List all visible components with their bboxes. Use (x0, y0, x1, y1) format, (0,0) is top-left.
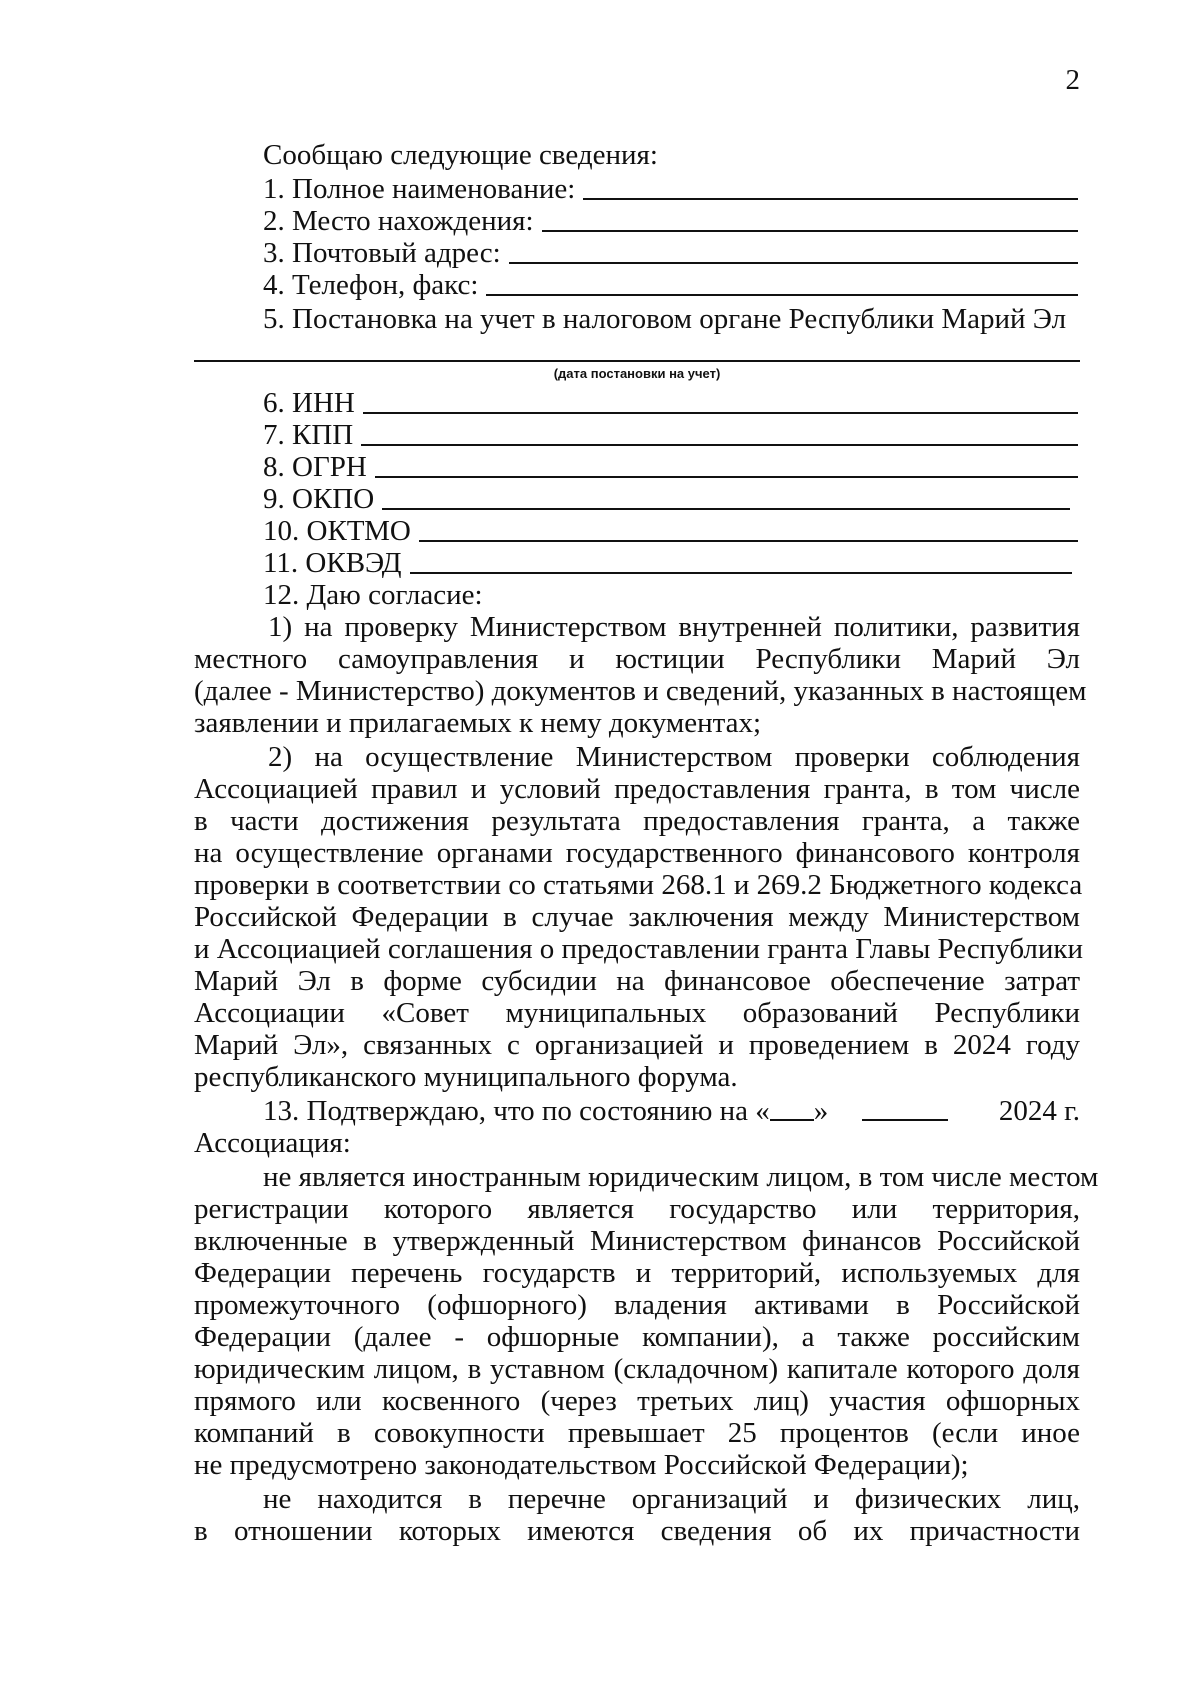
day-blank (770, 1119, 814, 1121)
field-okpo (263, 482, 1070, 516)
field-label: 2. Место нахождения: (263, 205, 534, 237)
item-13-quote-close: » (813, 1095, 829, 1127)
consent-1-line: заявлении и прилагаемых к нему документах; (194, 707, 762, 739)
list-line: в отношении которых имеются сведения об их причастности (194, 1515, 1080, 1547)
fill-in-line (361, 444, 1078, 446)
consent-2-line: Марий Эл», связанных с организацией и проведением в 2024 году (194, 1029, 1080, 1061)
consent-1-line: 1) на проверку Министерством внутренней политики, развития (268, 611, 1080, 643)
consent-1-line: (далее - Министерство) документов и сведений, указанных в настоящем (194, 675, 1087, 707)
fill-in-line (375, 476, 1078, 478)
intro-text: Сообщаю следующие сведения: (263, 139, 658, 171)
offshore-line: компаний в совокупности превышает 25 процентов (если иное (194, 1417, 1080, 1449)
fill-in-line (363, 412, 1078, 414)
fill-in-line (419, 540, 1078, 542)
field-label: 6. ИНН (263, 387, 355, 419)
consent-2-line: Марий Эл в форме субсидии на финансовое обеспечение затрат (194, 965, 1080, 997)
field-oktmo (263, 514, 1078, 548)
consent-2-line: на осуществление органами государственного финансового контроля (194, 837, 1080, 869)
consent-2-line: Ассоциации «Совет муниципальных образований Республики (194, 997, 1080, 1029)
field-ogrn (263, 450, 1078, 484)
offshore-line: Федерации перечень государств и территорий, используемых для (194, 1257, 1080, 1289)
field-label: 3. Почтовый адрес: (263, 237, 501, 269)
offshore-line: включенные в утвержденный Министерством финансов Российской (194, 1225, 1080, 1257)
field-full-name (263, 172, 1078, 206)
month-blank (862, 1119, 948, 1121)
field-label: 8. ОГРН (263, 451, 367, 483)
field-phone-fax (263, 268, 1078, 302)
item-13-year: 2024 г. (998, 1095, 1080, 1127)
consent-1-line: местного самоуправления и юстиции Республики Марий Эл (194, 643, 1080, 675)
tax-date-line (194, 360, 1080, 362)
field-label: 7. КПП (263, 419, 354, 451)
fill-in-line (509, 262, 1078, 264)
item-13-text: 13. Подтверждаю, что по состоянию на « (263, 1095, 770, 1127)
fill-in-line (583, 198, 1078, 200)
offshore-line: не является иностранным юридическим лицом, в том числе местом (263, 1161, 1099, 1193)
consent-2-line: республиканского муниципального форума. (194, 1061, 738, 1093)
field-label: 4. Телефон, факс: (263, 269, 479, 301)
item-12-consent: 12. Даю согласие: (263, 579, 483, 611)
field-label: 9. ОКПО (263, 483, 375, 515)
offshore-line: Федерации (далее - офшорные компании), а также российским (194, 1321, 1080, 1353)
fill-in-line (542, 230, 1078, 232)
consent-2-line: Ассоциацией правил и условий предоставления гранта, в том числе (194, 773, 1080, 805)
item-13-continuation: Ассоциация: (194, 1127, 351, 1159)
fill-in-line (486, 294, 1078, 296)
field-location (263, 204, 1078, 238)
offshore-line: не предусмотрено законодательством Российской Федерации); (194, 1449, 969, 1481)
field-label: 10. ОКТМО (263, 515, 411, 547)
consent-2-line: Российской Федерации в случае заключения между Министерством (194, 901, 1080, 933)
field-postal-address (263, 236, 1078, 270)
consent-2-line: в части достижения результата предоставления гранта, а также (194, 805, 1080, 837)
page-number: 2 (1065, 64, 1080, 96)
consent-2-line: проверки в соответствии со статьями 268.1 и 269.2 Бюджетного кодекса (194, 869, 1083, 901)
tax-date-caption: (дата постановки на учет) (553, 366, 721, 381)
field-okved (263, 546, 1072, 580)
offshore-line: регистрации которого является государство или территория, (194, 1193, 1080, 1225)
consent-2-line: и Ассоциацией соглашения о предоставлении гранта Главы Республики (194, 933, 1084, 965)
item-13-confirmation (263, 1094, 1080, 1128)
offshore-line: юридическим лицом, в уставном (складочном) капитале которого доля (194, 1353, 1080, 1385)
field-label: 1. Полное наименование: (263, 173, 576, 205)
offshore-line: прямого или косвенного (через третьих лиц) участия офшорных (194, 1385, 1080, 1417)
consent-2-line: 2) на осуществление Министерством проверки соблюдения (268, 741, 1080, 773)
fill-in-line (410, 572, 1072, 574)
fill-in-line (382, 508, 1070, 510)
field-label: 11. ОКВЭД (263, 547, 402, 579)
field-inn (263, 386, 1078, 420)
field-kpp (263, 418, 1078, 452)
list-line: не находится в перечне организаций и физических лиц, (263, 1483, 1080, 1515)
offshore-line: промежуточного (офшорного) владения активами в Российской (194, 1289, 1080, 1321)
item-5-tax-registration: 5. Постановка на учет в налоговом органе Республики Марий Эл (263, 303, 1067, 335)
